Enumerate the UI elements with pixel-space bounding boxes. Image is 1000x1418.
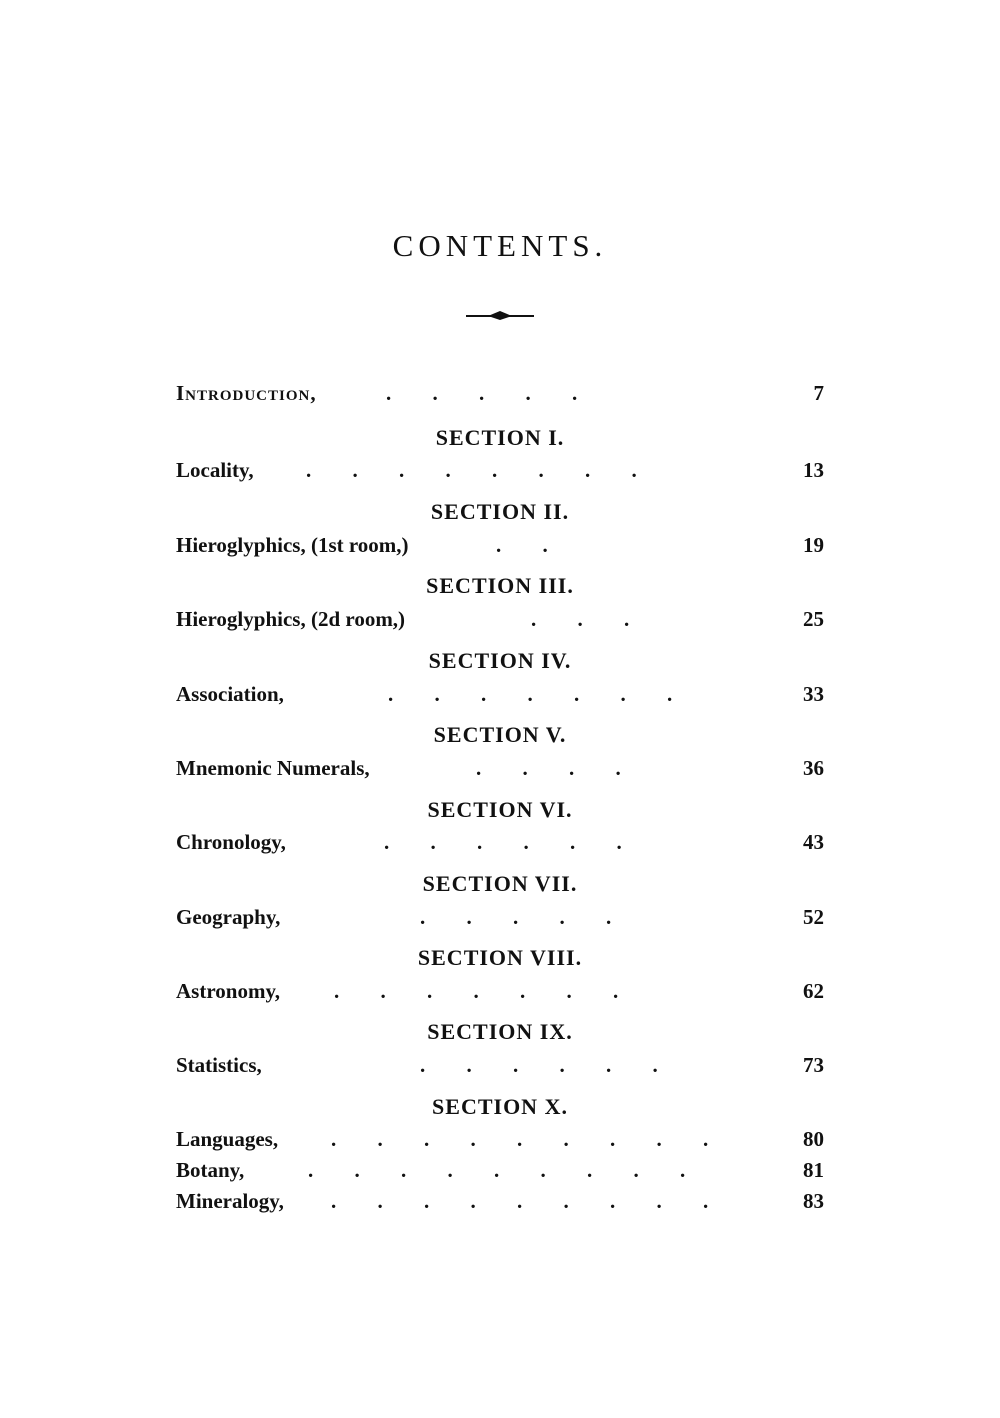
page-title: CONTENTS. [392,228,608,263]
section-heading: SECTION IV. [428,648,572,673]
entry-label: Statistics, [176,1053,262,1077]
page-number: 73 [803,1053,824,1077]
section-heading: SECTION VIII. [417,945,583,970]
page-number: 13 [803,458,824,482]
leader-dots: . . . . . [386,381,596,405]
entry-label: Mineralogy, [176,1189,284,1213]
entry-label: Hieroglyphics, (2d room,) [176,607,406,631]
leader-dots: . . [496,533,566,557]
leader-dots: . . . . . . . . . [308,1158,704,1182]
leader-dots: . . . . . [420,905,630,929]
page-number: 52 [803,905,824,929]
page-number: 36 [803,756,824,780]
toc-entry-languages[interactable] [176,1124,824,1154]
section-heading: SECTION II. [430,499,570,524]
entry-label: Geography, [176,905,281,929]
page-number: 25 [803,607,824,631]
entry-label: Hieroglyphics, (1st room,) [176,533,409,557]
toc-entry-mnemonic-numerals[interactable] [176,753,824,783]
ornament-divider-icon [466,307,534,323]
toc-entry-botany[interactable] [176,1155,824,1185]
entry-label: Locality, [176,458,254,482]
section-heading: SECTION III. [426,573,574,598]
leader-dots: . . . . . . [384,830,640,854]
entry-label: Languages, [176,1127,279,1151]
leader-dots: . . . . . . . . [306,458,655,482]
page-number: 43 [803,830,824,854]
page-number: 33 [803,682,824,706]
leader-dots: . . . . . . . [334,979,637,1003]
toc-entry-chronology[interactable] [176,827,824,857]
section-heading: SECTION X. [432,1094,568,1119]
entry-label: Association, [176,682,284,706]
page-number: 19 [803,533,824,557]
toc-entry-locality[interactable] [176,455,824,485]
toc-entry-mineralogy[interactable] [176,1186,824,1216]
section-heading: SECTION I. [435,425,565,450]
section-heading: SECTION IX. [427,1019,573,1044]
page-number: 83 [803,1189,824,1213]
toc-entry-introduction[interactable] [176,378,824,408]
page-number: 80 [803,1127,824,1151]
entry-label: Astronomy, [176,979,281,1003]
leader-dots: . . . . [476,756,639,780]
toc-entry-hieroglyphics-2d[interactable] [176,604,824,634]
entry-label: Introduction, [176,381,317,405]
toc-entry-association[interactable] [176,679,824,709]
toc-entry-astronomy[interactable] [176,976,824,1006]
leader-dots: . . . . . . . . . [331,1189,727,1213]
section-heading: SECTION VII. [422,871,578,896]
entry-label: Mnemonic Numerals, [176,756,370,780]
leader-dots: . . . . . . [420,1053,676,1077]
leader-dots: . . . . . . . [388,682,691,706]
toc-entry-statistics[interactable] [176,1050,824,1080]
page-number: 62 [803,979,824,1003]
page-number: 81 [803,1158,824,1182]
leader-dots: . . . . . . . . . [331,1127,727,1151]
section-heading: SECTION V. [433,722,567,747]
section-heading: SECTION VI. [427,797,573,822]
toc-entry-hieroglyphics-1st[interactable] [176,530,824,560]
leader-dots: . . . [531,607,648,631]
entry-label: Botany, [176,1158,245,1182]
toc-entry-geography[interactable] [176,902,824,932]
page-number: 7 [813,381,824,405]
entry-label: Chronology, [176,830,286,854]
